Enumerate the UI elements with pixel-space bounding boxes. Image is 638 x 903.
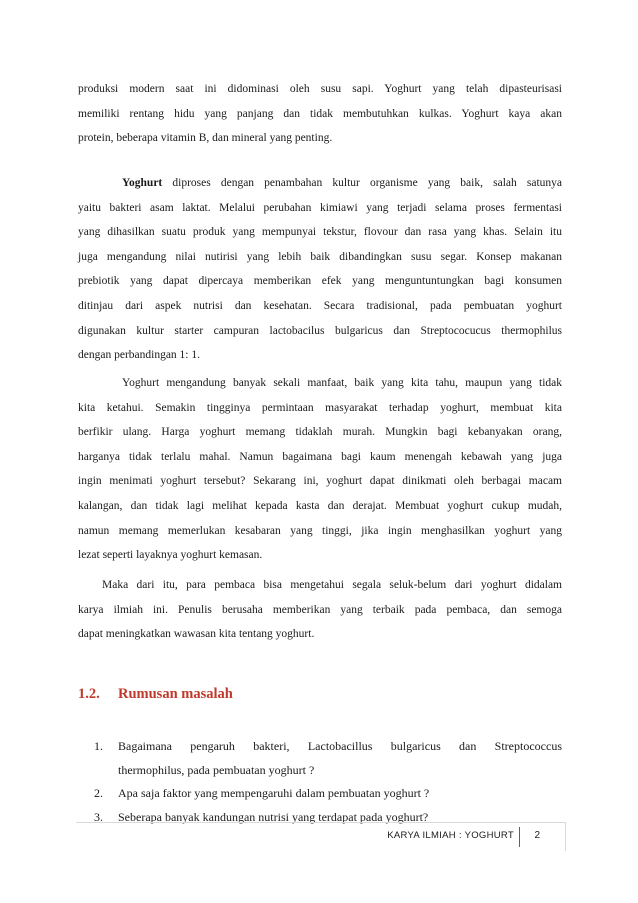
paragraph-1 [78,77,562,151]
paragraph-line: digunakan kultur starter campuran lactobacilus bulgaricus dan Streptococucus thermophilus [78,324,562,337]
paragraph-line-text: diproses dengan penambahan kultur organisme yang baik, salah satunya [162,177,562,189]
footer-divider [519,827,520,847]
paragraph-line: lezat seperti layaknya yoghurt kemasan. [78,549,263,562]
paragraph-line: kita ketahui. Semakin tingginya permintaan masyarakat terhadap yoghurt, membuat kita [78,401,562,414]
paragraph-line: juga mengandung nilai nutirisi yang lebih baik dibandingkan susu segar. Konsep makanan [78,250,562,263]
paragraph-line: namun memang memerlukan kesabaran yang tinggi, jika ingin menghasilkan yoghurt yang [78,524,562,537]
list-item-line: Bagaimana pengaruh bakteri, Lactobacillus bulgaricus dan Streptococcus [118,739,562,753]
paragraph-line: yaitu bakteri asam laktat. Melalui perubahan kimiawi yang terjadi selama proses fermentasi [78,201,562,214]
footer-title: KARYA ILMIAH : YOGHURT [387,830,514,841]
page-number: 2 [534,830,540,841]
paragraph-line: kalangan, dan tidak lagi melihat kepada kasta dan derajat. Membuat yoghurt cukup mudah, [78,499,562,512]
list-item-line: Seberapa banyak kandungan nutrisi yang terdapat pada yoghurt? [118,809,429,824]
section-heading [78,686,233,703]
paragraph-line [78,171,562,196]
paragraph-line: Maka dari itu, para pembaca bisa mengetahui segala seluk-belum dari yoghurt didalam [102,579,562,591]
paragraph-4 [78,573,562,647]
paragraph-3 [78,371,562,568]
question-list [94,735,562,829]
paragraph-line: dapat meningkatkan wawasan kita tentang yoghurt. [78,628,315,641]
footer-edge [565,823,566,851]
paragraph-2 [78,171,562,368]
list-item [94,735,562,782]
paragraph-line: yang dihasilkan suatu produk yang mempunyai tekstur, flovour dan rasa yang khas. Selain itu [78,226,562,239]
section-number: 1.2. [78,686,100,702]
paragraph-line: prebiotik yang dapat dipercaya memberikan efek yang menguntuntungkan bagi konsumen [78,275,562,288]
paragraph-line: dengan perbandingan 1: 1. [78,349,200,362]
list-number: 1. [94,739,103,753]
list-item-line: thermophilus, pada pembuatan yoghurt ? [118,762,315,777]
paragraph-line: harganya tidak terlalu mahal. Namun bagaimana bagi kaum menengah kebawah yang juga [78,450,562,463]
list-item [94,782,562,806]
paragraph-line: karya ilmiah ini. Penulis berusaha memberikan yang terbaik pada pembaca, dan semoga [78,603,562,616]
list-number: 2. [94,786,103,800]
paragraph-line: memiliki rentang hidu yang panjang dan tidak membutuhkan kulkas. Yoghurt kaya akan [78,107,562,120]
section-title: Rumusan masalah [118,686,233,702]
paragraph-line: Yoghurt mengandung banyak sekali manfaat, baik yang kita tahu, maupun yang tidak [122,377,562,389]
paragraph-line: ditinjau dari aspek nutrisi dan kesehatan. Secara tradisional, pada pembuatan yoghurt [78,299,562,312]
page-footer [76,822,566,851]
bold-term: Yoghurt [122,177,163,189]
paragraph-line: berfikir ulang. Harga yoghurt memang tidaklah murah. Mungkin bagi kebanyakan orang, [78,426,562,439]
list-item-line: Apa saja faktor yang mempengaruhi dalam pembuatan yoghurt ? [118,786,430,800]
paragraph-line: produksi modern saat ini didominasi oleh susu sapi. Yoghurt yang telah dipasteurisasi [78,83,562,95]
paragraph-line: protein, beberapa vitamin B, dan mineral yang penting. [78,132,333,145]
paragraph-line: ingin menimati yoghurt tersebut? Sekarang ini, yoghurt dapat dinikmati oleh berbagai macam [78,475,562,488]
list-number: 3. [94,809,103,824]
